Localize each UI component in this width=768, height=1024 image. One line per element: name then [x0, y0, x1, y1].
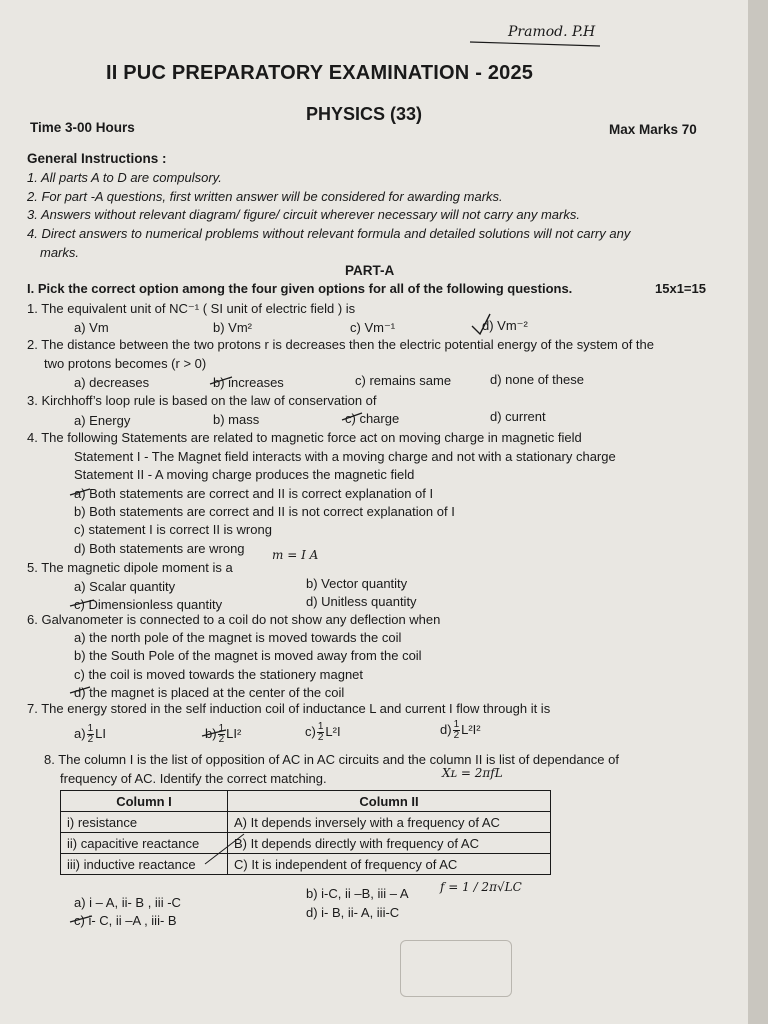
q4-option-b: b) Both statements are correct and II is not correct explanation of I [74, 504, 455, 519]
fraction-half: $\frac{1}{2}$ [453, 719, 460, 741]
answer-strike-mark [70, 600, 94, 606]
q8-option-d: d) i- B, ii- A, iii-C [306, 905, 400, 920]
instruction-item: 3. Answers without relevant diagram/ figure/ circuit wherever necessary will not carry any marks. [27, 207, 580, 222]
q5-option-b: b) Vector quantity [306, 576, 408, 591]
q8-option-a: a) i – A, ii- B , iii -C [74, 895, 181, 910]
table-cell: iii) inductive reactance [61, 854, 228, 875]
q1-option-a: a) Vm [74, 320, 109, 335]
exam-title: II PUC PREPARATORY EXAMINATION - 2025 [106, 62, 534, 84]
table-cell: A) It depends inversely with a frequency of AC [228, 812, 551, 833]
answer-strike-mark [210, 377, 232, 384]
fraction-half: $\frac{1}{2}$ [317, 721, 324, 743]
q6-option-b: b) the South Pole of the magnet is moved away from the coil [74, 648, 422, 663]
fraction-half: $\frac{1}{2}$ [218, 723, 225, 745]
q7-option-b-expr: LI² [226, 725, 242, 741]
instruction-item: marks. [40, 245, 79, 260]
question-2-cont: two protons becomes (r > 0) [44, 356, 207, 371]
answer-strike-mark [70, 489, 90, 495]
q8-option-b: b) i-C, ii –B, iii – A [306, 886, 409, 901]
table-cell: i) resistance [61, 812, 228, 833]
q5-option-c: c) Dimensionless quantity [74, 597, 223, 612]
q7-option-d-label: d) [440, 721, 452, 737]
column-1-header: Column I [61, 791, 228, 812]
q1-option-c: c) Vm⁻¹ [350, 320, 396, 335]
instruction-item: 4. Direct answers to numerical problems without relevant formula and detailed solutions will not carry any [27, 226, 631, 241]
question-8-cont: frequency of AC. Identify the correct matching. [60, 771, 327, 786]
q7-option-c-expr: L²I [325, 723, 341, 739]
q8-option-c: c) i- C, ii –A , iii- B [74, 913, 177, 928]
q6-option-a: a) the north pole of the magnet is moved towards the coil [74, 630, 402, 645]
q7-option-d-expr: L²I² [461, 721, 481, 737]
q2-option-a: a) decreases [74, 375, 150, 390]
table-cell: ii) capacitive reactance [61, 833, 228, 854]
question-5: 5. The magnetic dipole moment is a [27, 560, 233, 575]
matching-line [205, 834, 244, 864]
q8-handwritten-xl: Xʟ = 2πfL [442, 766, 503, 780]
q6-option-c: c) the coil is moved towards the stationery magnet [74, 667, 364, 682]
q5-option-a: a) Scalar quantity [74, 579, 176, 594]
q2-option-c: c) remains same [355, 373, 452, 388]
examiner-signature: Pramod. P.H [508, 24, 596, 40]
q8-handwritten-f: f = 1 / 2π√LC [440, 880, 522, 894]
q3-option-b: b) mass [213, 412, 260, 427]
part-a-marks: 15x1=15 [655, 281, 706, 296]
q3-option-d: d) current [490, 409, 546, 424]
question-1: 1. The equivalent unit of NC⁻¹ ( SI unit of electric field ) is [27, 301, 356, 316]
question-6: 6. Galvanometer is connected to a coil do not show any deflection when [27, 612, 441, 627]
answer-strike-mark [70, 687, 90, 693]
q3-option-a: a) Energy [74, 413, 131, 428]
q4-option-a: a) Both statements are correct and II is correct explanation of I [74, 486, 434, 501]
q3-option-c: c) charge [345, 411, 400, 426]
answer-strike-mark [342, 413, 362, 420]
q4-statement-2: Statement II - A moving charge produces the magnetic field [74, 467, 415, 482]
question-4: 4. The following Statements are related to magnetic force act on moving charge in magnetic field [27, 430, 582, 445]
instructions-heading: General Instructions : [27, 151, 167, 166]
scan-margin [748, 0, 768, 1024]
column-2-header: Column II [228, 791, 551, 812]
q4-option-d: d) Both statements are wrong [74, 541, 245, 556]
question-3: 3. Kirchhoff’s loop rule is based on the law of conservation of [27, 393, 377, 408]
q5-option-d: d) Unitless quantity [306, 594, 417, 609]
answer-strike-mark [202, 730, 226, 736]
answer-strike-mark [70, 916, 92, 922]
q2-option-b: b) increases [213, 375, 284, 390]
signature-underline [470, 42, 600, 46]
table-cell: B) It depends directly with frequency of AC [228, 833, 551, 854]
q4-option-c: c) statement I is correct II is wrong [74, 522, 272, 537]
q7-option-c-label: c) [305, 723, 316, 739]
question-8: 8. The column I is the list of opposition of AC in AC circuits and the column II is list of dependance of [44, 752, 619, 767]
q6-option-d: d) the magnet is placed at the center of the coil [74, 685, 345, 700]
fraction-half: $\frac{1}{2}$ [87, 723, 94, 745]
part-a-heading: PART-A [345, 263, 395, 278]
question-2: 2. The distance between the two protons r is decreases then the electric potential energy of the system of the [27, 337, 655, 352]
max-marks: Max Marks 70 [609, 122, 697, 137]
q7-option-a-expr: LI [95, 725, 106, 741]
part-a-directive: I. Pick the correct option among the four given options for all of the following questions. [27, 281, 573, 296]
exam-duration: Time 3-00 Hours [30, 120, 135, 135]
question-7: 7. The energy stored in the self induction coil of inductance L and current I flow through it is [27, 701, 551, 716]
q1-option-d: d) Vm⁻² [482, 318, 528, 333]
q7-option-b-label: b) [205, 725, 217, 741]
table-cell: C) It is independent of frequency of AC [228, 854, 551, 875]
q2-option-d: d) none of these [490, 372, 584, 387]
instruction-item: 1. All parts A to D are compulsory. [27, 170, 222, 185]
q7-option-a-label: a) [74, 725, 86, 741]
q4-statement-1: Statement I - The Magnet field interacts with a moving charge and not with a stationary charge [74, 449, 616, 464]
answer-tick-mark [472, 314, 490, 334]
subject-title: PHYSICS (33) [306, 104, 423, 124]
faint-stamp-box [400, 940, 512, 997]
q1-option-b: b) Vm² [213, 320, 252, 335]
q5-handwritten-note: m = I A [272, 548, 319, 562]
instruction-item: 2. For part -A questions, first written answer will be considered for awarding marks. [27, 189, 503, 204]
